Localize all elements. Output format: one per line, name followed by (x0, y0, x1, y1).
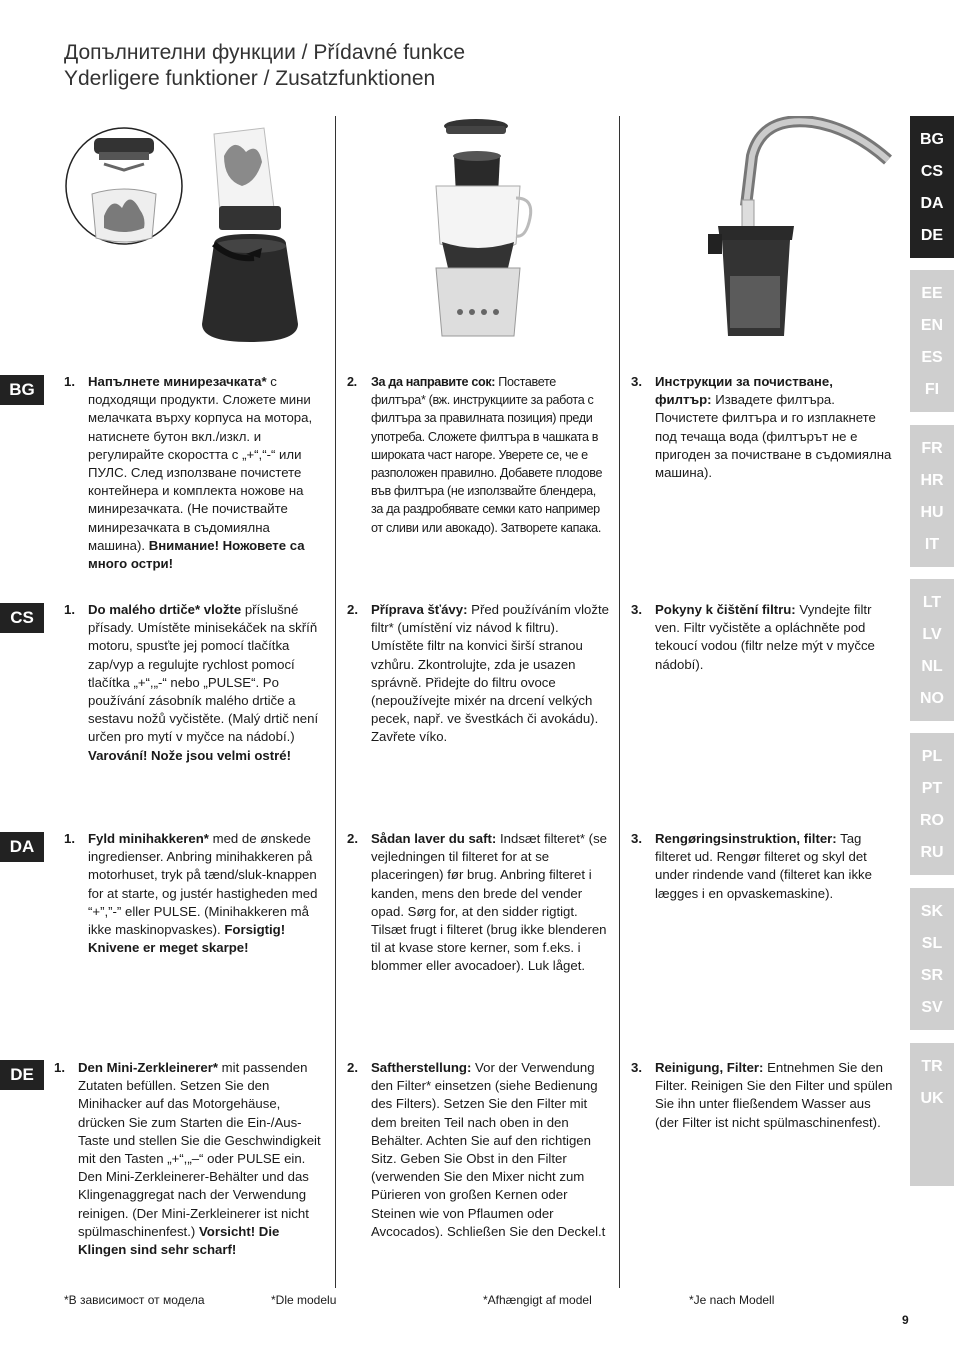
language-code-en: EN (920, 317, 944, 334)
row-badge-cs: CS (0, 603, 44, 633)
row-badge-da: DA (0, 832, 44, 862)
instruction-cs-3: 3. Pokyny k čištění filtru: Vyndejte filtr ven. Filtr vyčistěte a opláchněte pod tekoucí vodou (filtr nelze mýt v myčce nádobí). (631, 602, 875, 672)
blender-filter-illustration (420, 116, 540, 346)
instruction-da-1: 1. Fyld minihakkeren* med de ønskede ingredienser. Anbring minihakkeren på motorhuset, tryk på tænd/sluk-knappen for at starte, og justér hastigheden med “+”,”-” eller PULSE. (Minihakkeren må ikke maskinopvaskes). Forsigtig! Knivene er meget skarpe! (64, 831, 318, 956)
language-code-tr: TR (921, 1058, 943, 1075)
language-code-fi: FI (924, 381, 940, 398)
language-code-nl: NL (921, 658, 943, 675)
title-line-2: Yderligere funktioner / Zusatzfunktionen (64, 67, 436, 90)
instruction-bg-1: 1. Напълнете минирезачката* с подходящи продукти. Сложете мини мелачката върху корпуса на мотора, натиснете бутон вкл./изкл. и регулирайте скоростта с „+“,“-“ или ПУЛС. След използване почистете контейнера и комплекта ножове на минирезачката. (Не почиствайте минирезачката в съдомиялна машина). Внимание! Ножовете са много остри! (64, 374, 313, 572)
mini-chopper-illustration (64, 116, 320, 346)
language-code-ro: RO (920, 812, 944, 829)
language-code-bg: BG (920, 131, 944, 148)
language-code-sl: SL (921, 935, 943, 952)
page-title (64, 40, 465, 92)
footnote-da: *Afhængigt af model (483, 1293, 592, 1307)
language-code-lv: LV (922, 626, 942, 643)
instruction-de-2: 2. Saftherstellung: Vor der Verwendung den Filter* einsetzen (siehe Bedienung des Filters). Setzen Sie den Filter mit dem breiten Teil nach oben in den Behälter. Achten Sie auf den richtigen Sitz. Geben Sie Obst in den Filter (verwenden Sie den Mixer nicht zum Pürieren von großen Kernen oder Steinen wie von Pflaumen oder Avcocados). Schließen Sie den Deckel.t (347, 1060, 606, 1239)
language-code-sr: SR (920, 967, 944, 984)
instruction-da-3: 3. Rengøringsinstruktion, filter: Tag filteret ud. Rengør filteret og skyl det under rindende vand (filteret kan ikke lægges i en opvaskemaskine). (631, 831, 872, 901)
language-code-uk: UK (920, 1090, 944, 1107)
instruction-bg-2: 2. За да направите сок: Поставете филтъра* (вж. инструкциите за работа с филтъра за правилната позиция) преди употреба. Сложете филтъра в чашката в широката част нагоре. Уверете се, че е разположен правилно. Добавете плодове във филтъра (не използвайте блендера, за да раздробявате семки като например от сливи или авокадо). Затворете капака. (347, 375, 603, 535)
instruction-bg-3: 3. Инструкции за почистване, филтър: Извадете филтъра. Почистете филтъра и го изплакнете под течаща вода (филтърът не е пригоден за почистване в съдомиялна машина). (631, 374, 892, 481)
instruction-da-2: 2. Sådan laver du saft: Indsæt filteret* (se vejledningen til filteret for at se placeringen) før brug. Anbring filteret i kanden, mens den brede del vender opad. Sørg for, at den sidder rigtigt. Tilsæt frugt i filteret (brug ikke blenderen til at kvase store kerner, som f.eks. i blommer eller avocadoer). Luk låget. (347, 831, 607, 974)
language-code-ee: EE (921, 285, 943, 302)
language-code-ru: RU (920, 844, 944, 861)
column-divider (619, 116, 620, 1288)
footnote-cs: *Dle modelu (271, 1293, 337, 1307)
language-code-da: DA (920, 195, 944, 212)
language-code-es: ES (921, 349, 943, 366)
filter-cleaning-illustration (700, 116, 900, 346)
instruction-de-1: 1. Den Mini-Zerkleinerer* mit passenden Zutaten befüllen. Setzen Sie den Minihacker auf das Motorgehäuse, drücken Sie zum Starten die Ein-/Aus-Taste und stellen Sie die Geschwindigkeit mit den Tasten „+“,„–“ oder PULSE ein. Den Mini-Zerkleinerer-Behälter und das Klingenaggregat nach der Verwendung reinigen. (Der Mini-Zerkleinerer ist nicht spülmaschinenfest.) Vorsicht! Die Klingen sind sehr scharf! (54, 1060, 321, 1258)
page-number: 9 (902, 1313, 909, 1327)
language-code-de: DE (920, 227, 944, 244)
language-code-hr: HR (920, 472, 944, 489)
language-code-cs: CS (920, 163, 944, 180)
footnote-bg: *В зависимост от модела (64, 1293, 205, 1307)
language-code-hu: HU (920, 504, 944, 521)
language-code-it: IT (924, 536, 940, 553)
instruction-cs-1: 1. Do malého drtiče* vložte příslušné přísady. Umístěte minisekáček na skříň motoru, spusťte jej pomocí tlačítka zap/vyp a regulujte rychlost pomocí tlačítka „+“,„-“ nebo „PULSE“. Po používání zásobník malého drtiče a sestavu nožů vyčistěte. (Malý drtič není určen pro mytí v myčce na nádobí.) Varování! Nože jsou velmi ostré! (64, 602, 319, 763)
footnote-de: *Je nach Modell (689, 1293, 775, 1307)
row-badge-bg: BG (0, 375, 44, 405)
language-code-pt: PT (921, 780, 943, 797)
language-code-fr: FR (921, 440, 943, 457)
title-line-1: Допълнителни функции / Přídavné funkce (64, 41, 466, 64)
instruction-cs-2: 2. Příprava šťávy: Před používáním vložte filtr* (umístění viz návod k filtru). Umístěte filtr na konvici širší stranou vzhůru. Zkontrolujte, zda je usazen správně. Přidejte do filtru ovoce (nepoužívejte mixér na drcení velkých pecek, např. ve švestkách či avokádu). Zavřete víko. (347, 602, 609, 745)
language-code-sk: SK (920, 903, 944, 920)
language-code-sv: SV (921, 999, 943, 1016)
language-code-no: NO (920, 690, 944, 707)
language-code-lt: LT (922, 594, 942, 611)
language-code-pl: PL (921, 748, 943, 765)
row-badge-de: DE (0, 1060, 44, 1090)
column-divider (335, 116, 336, 1288)
instruction-de-3: 3. Reinigung, Filter: Entnehmen Sie den Filter. Reinigen Sie den Filter und spülen Sie ihn unter fließendem Wasser aus (der Filter ist nicht spülmaschinenfest). (631, 1060, 893, 1130)
